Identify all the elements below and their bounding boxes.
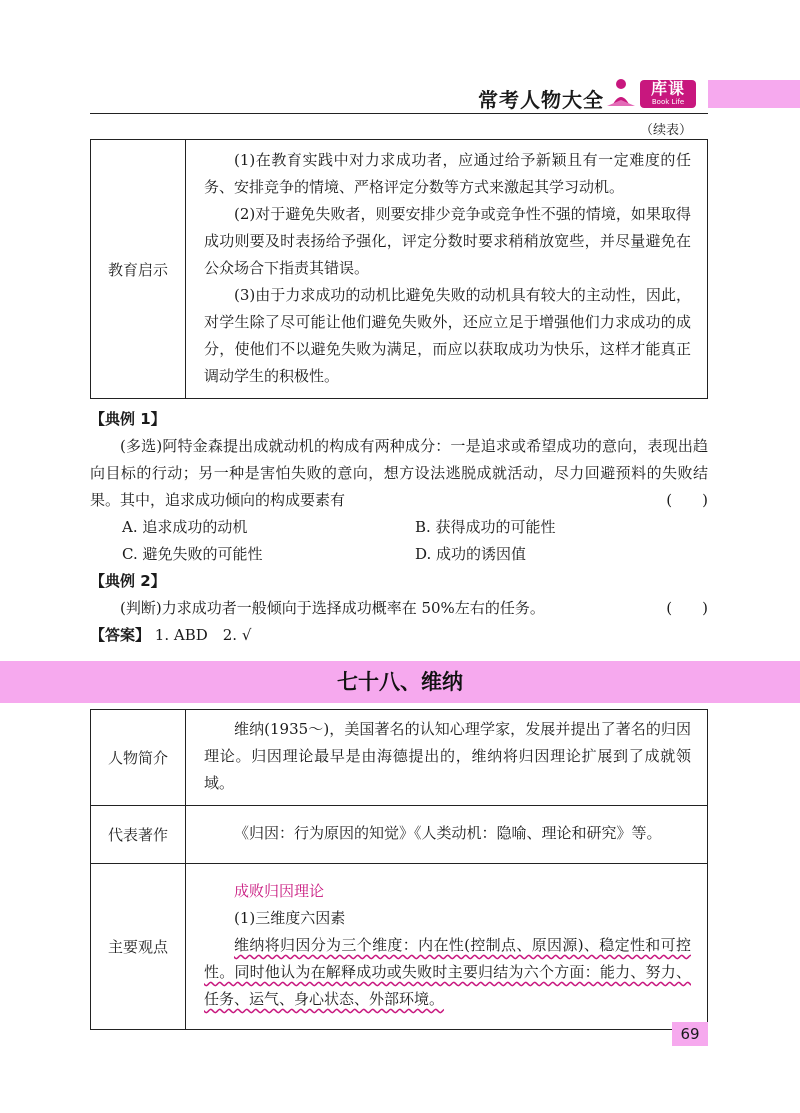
row-label: 人物简介: [91, 710, 186, 806]
paragraph: [204, 932, 691, 1013]
row-label: 教育启示: [91, 140, 186, 399]
option-c: C. 避免失败的可能性: [122, 545, 263, 563]
answer-paren: ( ): [666, 491, 708, 509]
example-question: [90, 433, 708, 514]
paragraph: (1)在教育实践中对力求成功者，应通过给予新颖且有一定难度的任务、安排竞争的情境、严格评定分数等方式来激起其学习动机。: [204, 150, 691, 196]
row-content: [186, 710, 708, 806]
table-row: [91, 710, 708, 806]
option-b: B. 获得成功的可能性: [415, 518, 556, 536]
subheading: (1)三维度六因素: [234, 909, 346, 927]
highlighted-text: 维纳将归因分为三个维度：内在性(控制点、原因源)、稳定性和可控性。同时他认为在解释成功或失败时主要归结为六个方面：能力、努力、任务、运气、身心状态、外部环境。: [204, 936, 691, 1008]
theory-heading: 成败归因理论: [234, 882, 325, 900]
table-row: [91, 806, 708, 864]
row-content: [186, 806, 708, 864]
page-number: 69: [672, 1022, 708, 1046]
answer-text: 1. ABD 2. √: [154, 626, 252, 644]
paragraph: 《归因：行为原因的知觉》《人类动机：隐喻、理论和研究》等。: [234, 824, 662, 842]
chapter-title: 七十八、维纳: [0, 661, 800, 703]
row-content: [186, 140, 708, 399]
row-label: 主要观点: [91, 864, 186, 1030]
header-divider: [90, 113, 708, 114]
question-text: (多选)阿特金森提出成就动机的构成有两种成分：一是追求或希望成功的意向，表现出趋向目标的行动；另一种是害怕失败的意向，想方设法逃脱成就活动，尽力回避预料的失败结果。其中，追求成功倾向的构成要素有: [90, 437, 708, 509]
row-content: [186, 864, 708, 1030]
paragraph: 维纳(1935～)，美国著名的认知心理学家，发展并提出了著名的归因理论。归因理论最早是由海德提出的，维纳将归因理论扩展到了成就领域。: [204, 720, 691, 792]
logo-subtext: Book Life: [651, 98, 685, 106]
header-accent-band: [708, 80, 800, 108]
answer-line: [90, 622, 708, 649]
row-label: 代表著作: [91, 806, 186, 864]
logo-text: 库课: [650, 79, 685, 98]
education-table: [90, 139, 708, 399]
paragraph: (3)由于力求成功的动机比避免失败的动机具有较大的主动性，因此，对学生除了尽可能让他们避免失败外，还应立足于增强他们力求成功的成分，使他们不以避免失败为满足，而应以获取成功为快乐，这样才能真正调动学生的积极性。: [204, 285, 691, 385]
example-title: 【典例 1】: [90, 410, 166, 428]
option-list: [90, 514, 708, 568]
reading-figure-icon: [604, 76, 638, 110]
continuation-note: （续表）: [640, 123, 693, 138]
examples-section: [90, 406, 708, 649]
answer-paren: ( ): [666, 599, 708, 617]
book-title: 常考人物大全: [478, 88, 604, 112]
brand-logo: [640, 80, 696, 108]
example-title: 【典例 2】: [90, 572, 166, 590]
paragraph: (2)对于避免失败者，则要安排少竞争或竞争性不强的情境，如果取得成功则要及时表扬给予强化，评定分数时要求稍稍放宽些，并尽量避免在公众场合下指责其错误。: [204, 204, 691, 277]
option-d: D. 成功的诱因值: [415, 545, 527, 563]
answer-label: 【答案】: [90, 626, 151, 644]
table-row: [91, 864, 708, 1030]
example-question: [90, 595, 708, 622]
option-a: A. 追求成功的动机: [122, 518, 248, 536]
person-table: [90, 709, 708, 1030]
table-row: [91, 140, 708, 399]
question-text: (判断)力求成功者一般倾向于选择成功概率在 50%左右的任务。: [120, 599, 545, 617]
